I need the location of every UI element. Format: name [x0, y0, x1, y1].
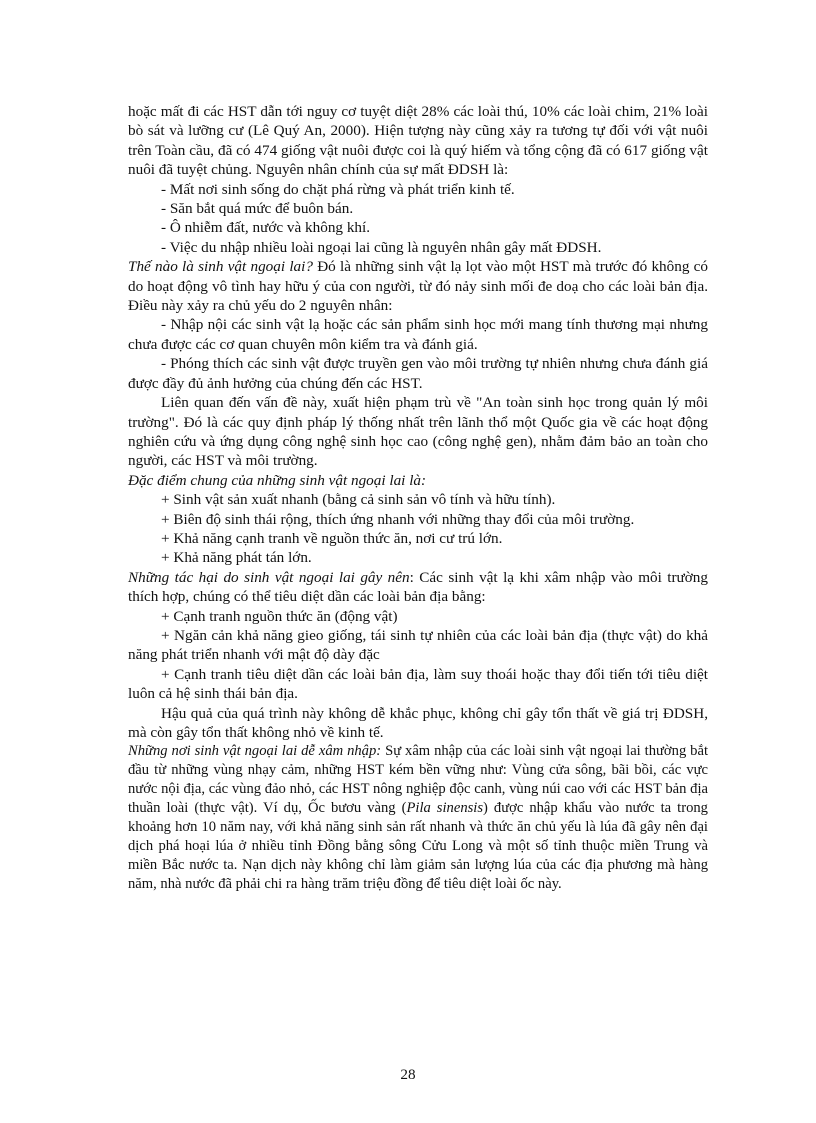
reason-item: - Phóng thích các sinh vật được truyền gen vào môi trường tự nhiên nhưng chưa đánh giá được đầy đủ ảnh hưởng của chúng đến các HST. — [128, 355, 708, 392]
traits-heading: Đặc điểm chung của những sinh vật ngoại lai là: — [128, 471, 427, 489]
paragraph-invasion-sites — [128, 742, 708, 894]
traits-list — [128, 490, 708, 568]
invasion-sites-text: Sự xâm nhập của các loài sinh vật ngoại lai thường bắt đầu từ những vùng nhạy cảm, những HST kém bền vững như: Vùng cửa sông, bãi bồi, các vực nước nội địa, các vùng đảo nhỏ, các HST nông nghiệp độc canh, vùng núi cao với các HST bản địa thuần loài (thực vật). Ví dụ, Ốc bươu vàng ( — [128, 743, 708, 817]
alien-definition-text: Đó là những sinh vật lạ lọt vào một HST mà trước đó không có do hoạt động vô tình hay hữu ý của con người, từ đó nảy sinh mối đe doạ cho các loài bản địa. Điều này xảy ra chủ yếu do 2 nguyên nhân: — [128, 258, 708, 315]
reason-item: - Nhập nội các sinh vật lạ hoặc các sản phẩm sinh học mới mang tính thương mại nhưng chưa được các cơ quan chuyên môn kiểm tra và đánh giá. — [128, 316, 708, 353]
harm-text: : Các sinh vật lạ khi xâm nhập vào môi trường thích hợp, chúng có thể tiêu diệt dần các loài bản địa bằng: — [128, 568, 708, 606]
cause-item: - Ô nhiễm đất, nước và không khí. — [161, 219, 371, 237]
paragraph-biosafety: Liên quan đến vấn đề này, xuất hiện phạm trù về "An toàn sinh học trong quản lý môi trường". Đó là các quy định pháp lý thống nhất trên lãnh thổ một Quốc gia về các hoạt động nghiên cứu và ứng dụng công nghệ sinh học cao (công nghệ gen), nhằm đảm bảo an toàn cho người, các HST và môi trường. — [128, 394, 708, 470]
trait-item: + Khả năng phát tán lớn. — [161, 549, 312, 567]
paragraph-consequence: Hậu quả của quá trình này không dễ khắc phục, không chỉ gây tổn thất về giá trị ĐDSH, mà còn gây tổn thất không nhỏ về kinh tế. — [128, 704, 708, 741]
paragraph-harm — [128, 568, 708, 607]
trait-item: + Khả năng cạnh tranh về nguồn thức ăn, nơi cư trú lớn. — [161, 529, 503, 547]
trait-item: + Biên độ sinh thái rộng, thích ứng nhanh với những thay đổi của môi trường. — [161, 510, 635, 528]
causes-list — [128, 180, 708, 258]
harm-item: + Ngăn cản khả năng gieo giống, tái sinh tự nhiên của các loài bản địa (thực vật) do khả năng phát triển nhanh với mật độ dày đặc — [128, 626, 708, 664]
paragraph-extinction: hoặc mất đi các HST dẫn tới nguy cơ tuyệt diệt 28% các loài thú, 10% các loài chim, 21% loài bò sát và lưỡng cư (Lê Quý An, 2000). Hiện tượng này cũng xảy ra tương tự đối với vật nuôi trên Toàn cầu, đã có 474 giống vật nuôi được coi là quý hiếm và tổng cộng đã có 617 giống vật nuôi đã tuyệt chủng. Nguyên nhân chính của sự mất ĐDSH là: — [128, 103, 708, 179]
trait-item: + Sinh vật sản xuất nhanh (bằng cả sinh sản vô tính và hữu tính). — [161, 491, 556, 509]
page-number: 28 — [400, 1066, 416, 1083]
cause-item: - Săn bắt quá mức để buôn bán. — [161, 200, 354, 218]
invasion-sites-heading: Những nơi sinh vật ngoại lai dễ xâm nhập: — [128, 743, 382, 760]
cause-item: - Việc du nhập nhiều loài ngoại lai cũng là nguyên nhân gây mất ĐDSH. — [161, 238, 602, 256]
harm-heading: Những tác hại do sinh vật ngoại lai gây nên — [128, 568, 410, 586]
paragraph-alien-definition — [128, 257, 708, 315]
harm-item: + Cạnh tranh tiêu diệt dần các loài bản địa, làm suy thoái hoặc thay đổi tiến tới tiêu diệt luôn cả hệ sinh thái bản địa. — [128, 665, 708, 703]
alien-question: Thế nào là sinh vật ngoại lai? — [128, 258, 313, 276]
cause-item: - Mất nơi sinh sống do chặt phá rừng và phát triển kinh tế. — [161, 180, 515, 198]
species-name: Pila sinensis — [406, 800, 484, 817]
page-content — [128, 102, 708, 894]
invasion-sites-text-continued: ) được nhập khẩu vào nước ta trong khoảng hơn 10 năm nay, với khả năng sinh sản rất nhanh và thức ăn chủ yếu là lúa đã gây nên đại dịch phá hoại lúa ở nhiều tỉnh Đồng bằng sông Cửu Long và một số tỉnh thuộc miền Trung và miền Bắc nước ta. Nạn dịch này không chỉ làm giảm sản lượng lúa của các địa phương mà hàng năm, nhà nước đã phải chi ra hàng trăm triệu đồng để tiêu diệt loài ốc này. — [128, 800, 708, 893]
harm-item: + Cạnh tranh nguồn thức ăn (động vật) — [161, 607, 398, 625]
